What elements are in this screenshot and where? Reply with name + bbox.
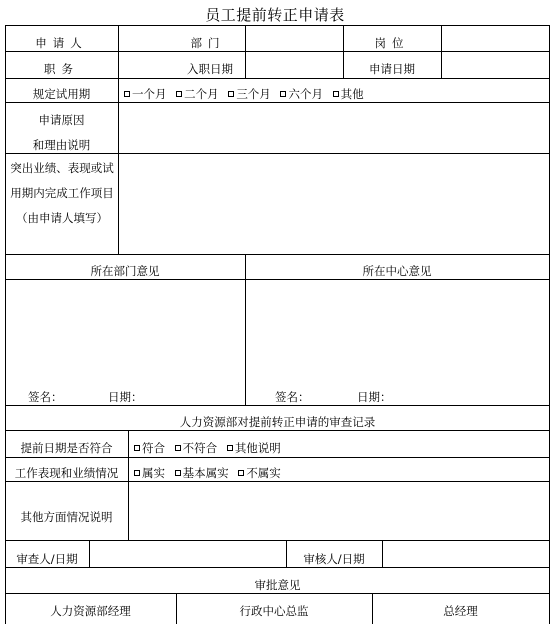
- performance-label: 工作表现和业绩情况: [14, 466, 119, 480]
- checkbox-icon: [333, 91, 339, 97]
- row-divider: [5, 405, 550, 406]
- col-divider: [382, 540, 383, 567]
- row-divider: [5, 540, 550, 541]
- checkbox-icon: [175, 470, 181, 476]
- checkbox-icon: [175, 445, 181, 451]
- position-label: 岗位: [374, 36, 410, 50]
- hr-review-header: 人力资源部对提前转正申请的审查记录: [179, 415, 376, 429]
- dept-sign-label: 签名：: [28, 390, 63, 404]
- row-divider: [5, 254, 550, 255]
- other-notes-label: 其他方面情况说明: [20, 510, 113, 524]
- admin-director-label: 行政中心总监: [239, 604, 309, 618]
- row-divider: [5, 153, 550, 154]
- performance-option[interactable]: 属实: [134, 466, 165, 480]
- reason-label: 申请原因: [38, 113, 85, 127]
- center-opinion-label: 所在中心意见: [362, 264, 432, 278]
- compliance-option[interactable]: 其他说明: [227, 441, 281, 455]
- row-divider: [5, 430, 550, 431]
- probation-option[interactable]: 三个月: [228, 87, 271, 101]
- reason-label-2: 和理由说明: [32, 138, 91, 152]
- compliance-option[interactable]: 符合: [134, 441, 165, 455]
- checkbox-icon: [227, 445, 233, 451]
- reviewer-label: 审查人/日期: [16, 552, 78, 566]
- probation-option[interactable]: 二个月: [176, 87, 219, 101]
- col-divider: [128, 430, 129, 540]
- row-divider: [5, 481, 550, 482]
- row-divider: [5, 279, 550, 280]
- checkbox-icon: [176, 91, 182, 97]
- center-sign-label: 签名：: [275, 390, 310, 404]
- applicant-label: 申请人: [35, 36, 88, 50]
- probation-option[interactable]: 六个月: [280, 87, 323, 101]
- hire-date-label: 入职日期: [187, 62, 233, 76]
- row-divider: [5, 457, 550, 458]
- apply-date-label: 申请日期: [369, 62, 415, 76]
- performance-options: [134, 466, 287, 480]
- row-divider: [5, 51, 550, 52]
- table-border-top: [5, 25, 550, 26]
- gm-label: 总经理: [443, 604, 478, 618]
- row-divider: [5, 102, 550, 103]
- form-title: 员工提前转正申请表: [205, 6, 345, 24]
- performance-option[interactable]: 不属实: [238, 466, 281, 480]
- dept-date-label: 日期：: [108, 390, 143, 404]
- date-compliance-options: [134, 441, 287, 455]
- col-divider: [441, 25, 442, 78]
- performance-option[interactable]: 基本属实: [175, 466, 229, 480]
- checkbox-icon: [124, 91, 130, 97]
- dept-opinion-label: 所在部门意见: [90, 264, 160, 278]
- probation-option[interactable]: 一个月: [124, 87, 167, 101]
- checkbox-icon: [238, 470, 244, 476]
- col-divider: [89, 540, 90, 567]
- department-label: 部门: [190, 36, 226, 50]
- probation-options: [124, 87, 370, 101]
- center-date-label: 日期：: [357, 390, 392, 404]
- checker-label: 审核人/日期: [303, 552, 365, 566]
- approval-header: 审批意见: [254, 578, 301, 592]
- checkbox-icon: [280, 91, 286, 97]
- job-label: 职务: [44, 62, 79, 76]
- compliance-option[interactable]: 不符合: [175, 441, 218, 455]
- date-compliance-label: 提前日期是否符合: [20, 441, 113, 455]
- checkbox-icon: [134, 445, 140, 451]
- checkbox-icon: [134, 470, 140, 476]
- probation-label: 规定试用期: [32, 87, 91, 101]
- hr-manager-label: 人力资源部经理: [50, 604, 131, 618]
- row-divider: [5, 593, 550, 594]
- probation-option[interactable]: 其他: [333, 87, 364, 101]
- col-divider: [118, 25, 119, 254]
- checkbox-icon: [228, 91, 234, 97]
- row-divider: [5, 78, 550, 79]
- row-divider: [5, 567, 550, 568]
- achievement-label: 突出业绩、表现或试用期内完成工作项目（由申请人填写）: [10, 161, 114, 225]
